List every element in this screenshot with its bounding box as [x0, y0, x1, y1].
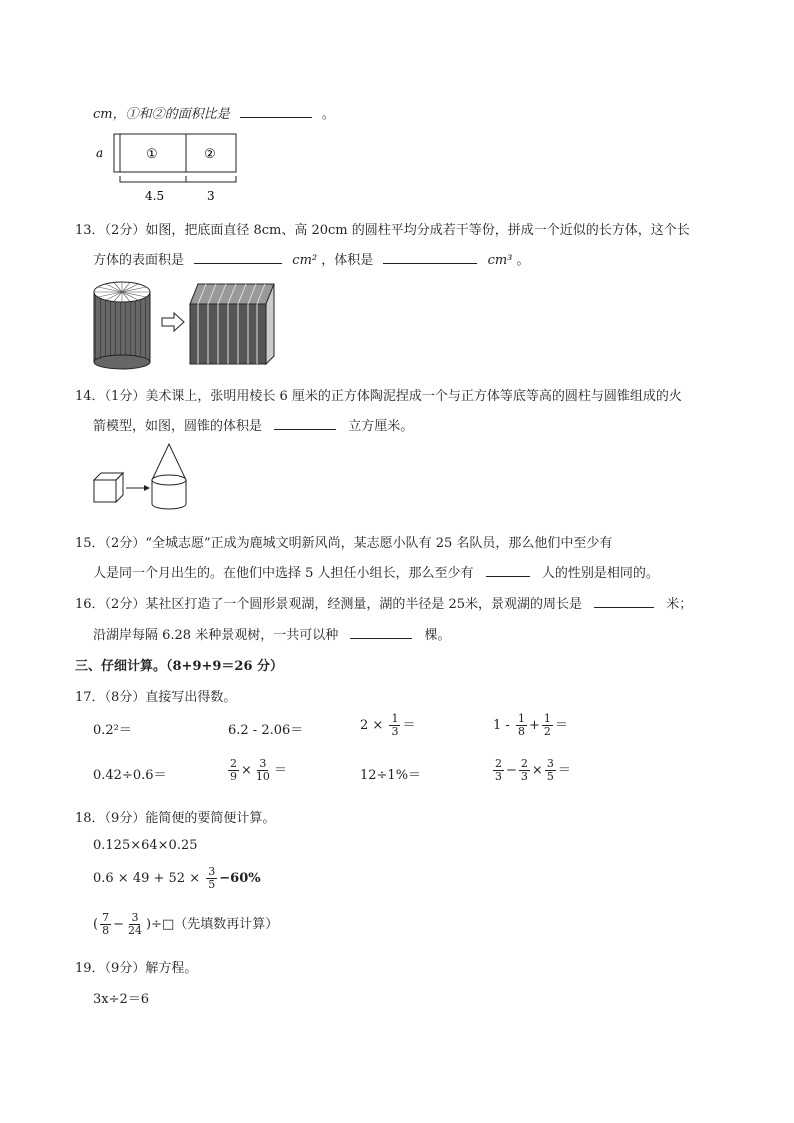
q14-line1: 14．（1分）美术课上，张明用棱长 6 厘米的正方体陶泥捏成一个与正方体等底等高的圆柱与圆锥组成的火 — [75, 389, 682, 404]
expr-part: 1 - — [493, 718, 510, 733]
q18-expr2 — [93, 866, 261, 891]
q13-end: 。 — [516, 253, 530, 268]
cylinder — [94, 282, 150, 369]
fraction: $\frac{2}{3}$ — [495, 757, 502, 783]
q16-line2 — [93, 624, 451, 643]
rect-2-label: ② — [204, 147, 216, 162]
fraction: $\frac{1}{3}$ — [391, 712, 399, 738]
q19-title: 19．（9分）解方程。 — [75, 961, 198, 976]
section-3-heading: 三、仔细计算。（8+9+9＝26 分） — [75, 659, 284, 674]
expr-part: −60% — [219, 871, 261, 886]
volume-blank[interactable] — [383, 251, 477, 264]
unit-cm3: cm³ — [487, 253, 513, 268]
q16-unit: 米； — [666, 597, 693, 612]
height-bracket — [114, 134, 120, 172]
equals: ＝ — [554, 718, 568, 733]
fraction: $\frac{1}{8}$ — [517, 712, 525, 738]
fraction: $\frac{2}{9}$ — [230, 757, 237, 783]
cube-to-rocket-figure — [90, 442, 200, 514]
arrow-right-icon — [162, 313, 184, 331]
q15-line2 — [93, 562, 659, 581]
q17-r1c2: 6.2 - 2.06＝ — [228, 723, 304, 738]
expr-part: 2 × — [360, 718, 384, 733]
circumference-blank[interactable] — [594, 595, 654, 608]
q17-r1c4 — [493, 713, 568, 738]
fraction: $\frac{3}{10}$ — [255, 757, 270, 783]
width-bracket-1 — [120, 176, 186, 182]
q15-end: 人的性别是相同的。 — [541, 566, 659, 581]
fraction: $\frac{1}{2}$ — [543, 712, 551, 738]
expr-part: )÷□（先填数再计算） — [145, 917, 279, 932]
q14-line2 — [93, 415, 413, 434]
q15-line1: 15．（2分）“全城志愿”正成为鹿城文明新风尚，某志愿小队有 25 名队员，那么他们中至少有 — [75, 536, 613, 551]
answer-blank[interactable] — [240, 105, 312, 118]
q18-title: 18．（9分）能简便的要简便计算。 — [75, 811, 276, 826]
q14-unit: 立方厘米。 — [348, 419, 414, 434]
fraction: $\frac{7}{8}$ — [102, 911, 110, 937]
q15-text: 人是同一个月出生的。在他们中选择 5 人担任小组长，那么至少有 — [93, 566, 474, 581]
same-gender-blank[interactable] — [486, 564, 530, 577]
fraction: $\frac{3}{5}$ — [546, 757, 554, 783]
q17-r1c3 — [360, 713, 415, 738]
q17-title: 17．（8分）直接写出得数。 — [75, 690, 237, 705]
width-2-label: 3 — [207, 189, 215, 203]
height-label: a — [96, 146, 104, 160]
operator: + — [528, 718, 540, 733]
q18-expr3 — [93, 912, 278, 937]
equals: ＝ — [273, 763, 287, 778]
q13-text: 方体的表面积是 — [93, 253, 185, 268]
equals: ＝ — [402, 718, 416, 733]
operator: − — [506, 763, 517, 778]
cuboid — [190, 284, 274, 364]
q16-line1 — [75, 593, 692, 612]
expr-part: 0.6 × 49 + 52 × — [93, 871, 201, 886]
fraction: $\frac{3}{5}$ — [208, 865, 216, 891]
q12-text: cm，①和②的面积比是 — [93, 107, 230, 122]
arrow-head-icon — [144, 485, 150, 491]
surface-area-blank[interactable] — [194, 251, 282, 264]
rocket — [152, 444, 186, 509]
q17-r2c2 — [226, 758, 287, 783]
width-1-label: 4.5 — [145, 189, 165, 203]
q13-line1: 13．（2分）如图，把底面直径 8cm、高 20cm 的圆柱平均分成若干等份，拼成一个近似的长方体，这个长 — [75, 223, 690, 238]
cone-volume-blank[interactable] — [274, 417, 336, 430]
q17-r2c1: 0.42÷0.6＝ — [93, 768, 167, 783]
q18-expr1: 0.125×64×0.25 — [93, 838, 198, 853]
fraction: $\frac{2}{3}$ — [520, 757, 528, 783]
q16-end: 棵。 — [424, 628, 451, 643]
q14-text: 箭模型，如图，圆锥的体积是 — [93, 419, 263, 434]
q19-expr1: 3x÷2＝6 — [93, 992, 150, 1007]
paren: ( — [93, 917, 99, 932]
operator: × — [531, 763, 543, 778]
q17-r1c1: 0.2²＝ — [93, 723, 132, 738]
q13-mid: ，体积是 — [321, 253, 374, 268]
q17-r2c3: 12÷1%＝ — [360, 768, 422, 783]
cylinder-to-cuboid-figure — [90, 278, 290, 370]
q17-r2c4 — [491, 758, 571, 783]
operator: − — [113, 917, 124, 932]
cube — [94, 473, 123, 502]
q12-end: 。 — [321, 107, 335, 122]
rect-1-label: ① — [146, 147, 158, 162]
operator: × — [241, 763, 252, 778]
q16-text2: 沿湖岸每隔 6.28 米种景观树，一共可以种 — [93, 628, 339, 643]
q16-text: 16．（2分）某社区打造了一个圆形景观湖，经测量，湖的半径是 25米，景观湖的周长是 — [75, 597, 582, 612]
tree-count-blank[interactable] — [350, 626, 412, 639]
rectangle-figure — [90, 126, 250, 206]
q13-line2 — [93, 249, 530, 268]
q12-continuation — [93, 103, 335, 122]
width-bracket-2 — [186, 176, 236, 182]
fraction: $\frac{3}{24}$ — [127, 911, 142, 937]
equals: ＝ — [557, 763, 571, 778]
unit-cm2: cm² — [292, 253, 318, 268]
